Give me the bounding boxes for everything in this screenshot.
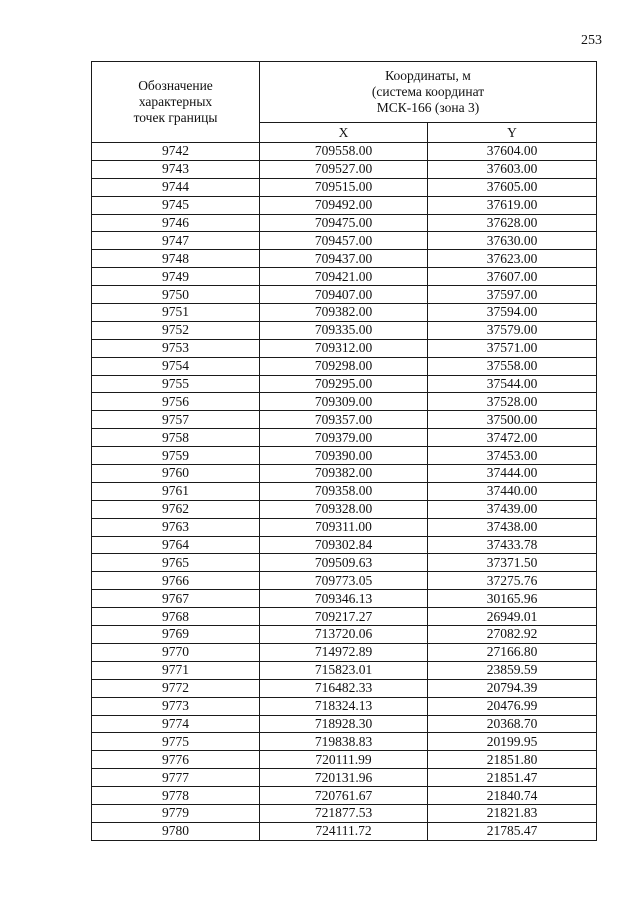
cell-y: 37597.00	[428, 286, 597, 304]
cell-x: 709515.00	[260, 178, 428, 196]
cell-point: 9744	[92, 178, 260, 196]
cell-point: 9767	[92, 590, 260, 608]
cell-point: 9754	[92, 357, 260, 375]
header-point-name-line: Обозначение	[138, 78, 213, 93]
cell-x: 719838.83	[260, 733, 428, 751]
cell-y: 37453.00	[428, 447, 597, 465]
cell-point: 9769	[92, 626, 260, 644]
cell-point: 9771	[92, 661, 260, 679]
cell-point: 9746	[92, 214, 260, 232]
coordinates-table	[91, 61, 597, 841]
table-row	[92, 804, 597, 822]
cell-x: 709311.00	[260, 518, 428, 536]
cell-x: 715823.01	[260, 661, 428, 679]
cell-point: 9779	[92, 804, 260, 822]
cell-point: 9772	[92, 679, 260, 697]
cell-point: 9756	[92, 393, 260, 411]
cell-point: 9752	[92, 321, 260, 339]
cell-x: 724111.72	[260, 822, 428, 840]
table-row	[92, 411, 597, 429]
table-row	[92, 590, 597, 608]
cell-point: 9745	[92, 196, 260, 214]
cell-y: 37558.00	[428, 357, 597, 375]
cell-y: 21821.83	[428, 804, 597, 822]
cell-y: 21851.80	[428, 751, 597, 769]
cell-y: 27082.92	[428, 626, 597, 644]
cell-x: 709437.00	[260, 250, 428, 268]
table-row	[92, 822, 597, 840]
cell-y: 37605.00	[428, 178, 597, 196]
cell-point: 9776	[92, 751, 260, 769]
cell-point: 9758	[92, 429, 260, 447]
header-coordinates-line: Координаты, м	[385, 68, 471, 84]
table-body	[92, 143, 597, 841]
cell-x: 718324.13	[260, 697, 428, 715]
cell-y: 37623.00	[428, 250, 597, 268]
cell-y: 23859.59	[428, 661, 597, 679]
cell-x: 714972.89	[260, 643, 428, 661]
table-row	[92, 357, 597, 375]
table-row	[92, 196, 597, 214]
cell-x: 709217.27	[260, 608, 428, 626]
cell-point: 9743	[92, 160, 260, 178]
cell-point: 9780	[92, 822, 260, 840]
cell-y: 20368.70	[428, 715, 597, 733]
table-row	[92, 661, 597, 679]
table-row	[92, 626, 597, 644]
table-row	[92, 697, 597, 715]
cell-point: 9765	[92, 554, 260, 572]
table-row	[92, 232, 597, 250]
cell-point: 9763	[92, 518, 260, 536]
cell-x: 709382.00	[260, 465, 428, 483]
cell-x: 709309.00	[260, 393, 428, 411]
cell-y: 37472.00	[428, 429, 597, 447]
table-row	[92, 286, 597, 304]
table-row	[92, 482, 597, 500]
cell-x: 709407.00	[260, 286, 428, 304]
cell-x: 720131.96	[260, 769, 428, 787]
cell-x: 709357.00	[260, 411, 428, 429]
cell-y: 37628.00	[428, 214, 597, 232]
cell-point: 9778	[92, 787, 260, 805]
cell-point: 9775	[92, 733, 260, 751]
cell-y: 37579.00	[428, 321, 597, 339]
table-row	[92, 751, 597, 769]
table-row	[92, 465, 597, 483]
cell-y: 21851.47	[428, 769, 597, 787]
cell-x: 720111.99	[260, 751, 428, 769]
cell-x: 709390.00	[260, 447, 428, 465]
cell-x: 709773.05	[260, 572, 428, 590]
cell-x: 713720.06	[260, 626, 428, 644]
cell-y: 37440.00	[428, 482, 597, 500]
cell-point: 9753	[92, 339, 260, 357]
cell-y: 37433.78	[428, 536, 597, 554]
cell-point: 9747	[92, 232, 260, 250]
cell-x: 709421.00	[260, 268, 428, 286]
cell-y: 37594.00	[428, 304, 597, 322]
cell-y: 27166.80	[428, 643, 597, 661]
cell-y: 37275.76	[428, 572, 597, 590]
table-row	[92, 500, 597, 518]
table-row	[92, 250, 597, 268]
cell-point: 9749	[92, 268, 260, 286]
table-row	[92, 643, 597, 661]
cell-x: 709382.00	[260, 304, 428, 322]
cell-x: 709492.00	[260, 196, 428, 214]
cell-y: 37571.00	[428, 339, 597, 357]
cell-x: 716482.33	[260, 679, 428, 697]
cell-x: 718928.30	[260, 715, 428, 733]
table-row	[92, 178, 597, 196]
cell-point: 9766	[92, 572, 260, 590]
cell-point: 9777	[92, 769, 260, 787]
cell-x: 721877.53	[260, 804, 428, 822]
cell-y: 20476.99	[428, 697, 597, 715]
cell-x: 709527.00	[260, 160, 428, 178]
table-row	[92, 160, 597, 178]
cell-y: 37439.00	[428, 500, 597, 518]
cell-y: 37630.00	[428, 232, 597, 250]
cell-y: 37528.00	[428, 393, 597, 411]
cell-y: 26949.01	[428, 608, 597, 626]
cell-x: 709302.84	[260, 536, 428, 554]
table-row	[92, 608, 597, 626]
cell-point: 9742	[92, 143, 260, 161]
table-row	[92, 715, 597, 733]
table-row	[92, 787, 597, 805]
table-row	[92, 143, 597, 161]
cell-y: 37619.00	[428, 196, 597, 214]
cell-y: 21840.74	[428, 787, 597, 805]
table-row	[92, 268, 597, 286]
header-y: Y	[428, 123, 597, 143]
table-row	[92, 518, 597, 536]
cell-point: 9751	[92, 304, 260, 322]
cell-y: 37603.00	[428, 160, 597, 178]
table-row	[92, 769, 597, 787]
cell-point: 9750	[92, 286, 260, 304]
header-point-name	[92, 62, 260, 143]
table-row	[92, 733, 597, 751]
header-x: X	[260, 123, 428, 143]
table-row	[92, 321, 597, 339]
table-header	[92, 62, 597, 143]
table-row	[92, 429, 597, 447]
cell-y: 21785.47	[428, 822, 597, 840]
cell-point: 9755	[92, 375, 260, 393]
header-coordinates-line: МСК-166 (зона 3)	[376, 100, 480, 116]
table-row	[92, 572, 597, 590]
cell-x: 709312.00	[260, 339, 428, 357]
cell-y: 37371.50	[428, 554, 597, 572]
table-row	[92, 447, 597, 465]
cell-y: 37500.00	[428, 411, 597, 429]
cell-y: 30165.96	[428, 590, 597, 608]
cell-x: 709558.00	[260, 143, 428, 161]
cell-y: 37444.00	[428, 465, 597, 483]
cell-point: 9764	[92, 536, 260, 554]
cell-point: 9748	[92, 250, 260, 268]
cell-x: 709335.00	[260, 321, 428, 339]
table-row	[92, 554, 597, 572]
cell-x: 709358.00	[260, 482, 428, 500]
cell-x: 709457.00	[260, 232, 428, 250]
table-row	[92, 214, 597, 232]
cell-x: 709346.13	[260, 590, 428, 608]
table-row	[92, 536, 597, 554]
cell-x: 709475.00	[260, 214, 428, 232]
cell-point: 9774	[92, 715, 260, 733]
table-row	[92, 304, 597, 322]
cell-point: 9768	[92, 608, 260, 626]
cell-y: 37604.00	[428, 143, 597, 161]
cell-x: 709298.00	[260, 357, 428, 375]
header-coordinates	[260, 62, 597, 123]
cell-x: 720761.67	[260, 787, 428, 805]
cell-y: 37438.00	[428, 518, 597, 536]
cell-x: 709295.00	[260, 375, 428, 393]
table-row	[92, 393, 597, 411]
header-point-name-line: характерных	[138, 94, 213, 109]
cell-point: 9761	[92, 482, 260, 500]
cell-y: 37544.00	[428, 375, 597, 393]
cell-x: 709509.63	[260, 554, 428, 572]
cell-point: 9757	[92, 411, 260, 429]
cell-point: 9760	[92, 465, 260, 483]
cell-x: 709379.00	[260, 429, 428, 447]
page-number: 253	[581, 33, 602, 48]
cell-y: 20794.39	[428, 679, 597, 697]
cell-point: 9762	[92, 500, 260, 518]
cell-point: 9770	[92, 643, 260, 661]
cell-y: 37607.00	[428, 268, 597, 286]
table-row	[92, 679, 597, 697]
cell-point: 9759	[92, 447, 260, 465]
cell-y: 20199.95	[428, 733, 597, 751]
cell-point: 9773	[92, 697, 260, 715]
header-coordinates-line: (система координат	[371, 84, 485, 100]
header-point-name-line: точек границы	[133, 110, 218, 125]
cell-x: 709328.00	[260, 500, 428, 518]
table-row	[92, 339, 597, 357]
table-row	[92, 375, 597, 393]
